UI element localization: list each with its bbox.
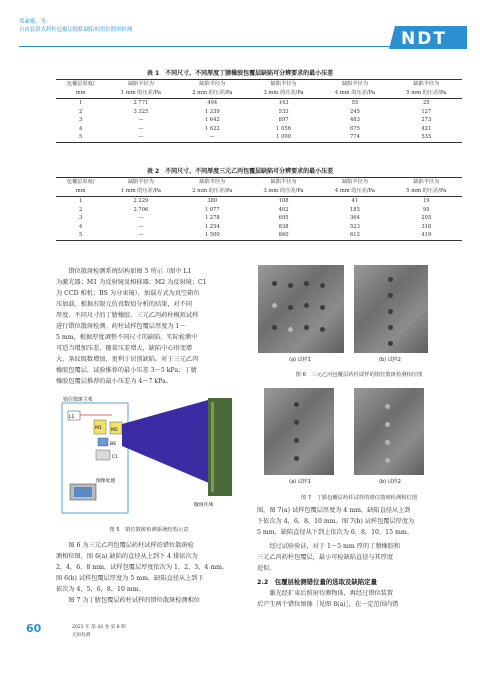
text-line: 可适当增加压差，随着压差增大，缺陷中心形变增 [56, 345, 193, 352]
table-header-bottom: mm [56, 187, 105, 197]
figure6-photo-a [258, 265, 344, 353]
logo-text: NDT [401, 29, 447, 49]
table-cell: 2 229 [133, 198, 149, 204]
text-line: 图。图 7(a) 试样包覆层厚度为 4 mm，缺陷直径从上到 [257, 507, 411, 514]
table-header-bottom: 2 mm 的压差/Pa [177, 89, 248, 99]
table-cell: 3 [78, 215, 83, 221]
table-cell: 143 [278, 100, 289, 106]
header-title: 自由装填式药柱包覆层脱粘缺陷的错位散斑检测 [19, 27, 133, 33]
table-cell: 318 [421, 223, 432, 230]
table-header-bottom: mm [56, 89, 105, 99]
table-header-top: 缺陷半径为 [248, 80, 319, 90]
text-line: 2，4，6，8 mm，试样包覆层厚度依次为 1，2，3，4 mm。 [56, 564, 229, 571]
text-line: 橡胶包覆层推荐的最小压差为 4～7 kPa。 [56, 378, 172, 385]
table-cell: 695 [278, 215, 289, 221]
figure7-caption: 图 7 丁腈包覆层药柱试样的错位散斑检测相位图 [300, 495, 418, 501]
table-row [56, 223, 462, 232]
figure7-label-a: (a) 试样1 [289, 479, 311, 485]
text-line: 大，条纹级数增加，更利于识别缺陷。对于三元乙丙 [56, 356, 199, 363]
table-row [56, 116, 462, 125]
table-cell: 1 254 [204, 223, 220, 230]
table-cell: 860 [248, 231, 319, 240]
journal-issue: 2021 年 第 43 卷 第 8 期 [72, 625, 126, 630]
l1-label: L1 [69, 415, 75, 420]
header-rule [19, 46, 391, 47]
host-label: 错位散斑主机 [63, 397, 94, 403]
table-cell: 273 [421, 117, 432, 123]
table-cell: 402 [278, 206, 289, 213]
table-cell: 364 [350, 215, 360, 221]
left-paragraph-1 [56, 266, 242, 387]
table-header-bottom: 3 mm 的压差/Pa [248, 187, 319, 197]
figure6-label-b: (b) 试样2 [379, 357, 401, 363]
table-cell: 3 325 [133, 108, 149, 115]
table-cell: 5 [56, 231, 105, 240]
text-line: 经过试验验证，对于 1～5 mm 厚的丁腈橡胶和 [257, 543, 401, 550]
table-cell: 523 [350, 223, 360, 230]
table-cell: 2 [78, 108, 83, 115]
table-cell: 483 [350, 117, 360, 123]
table-cell: 1 056 [276, 125, 292, 132]
journal-info [72, 624, 126, 640]
table-cell: 1 339 [204, 108, 220, 115]
table-cell: 1 500 [177, 231, 248, 240]
table-cell: 1 642 [204, 117, 220, 123]
right-paragraph-2 [257, 541, 467, 574]
table-cell: 838 [278, 223, 289, 230]
figure6-caption: 图 6 三元乙丙包覆层药柱试样的错位散斑检测相位图 [295, 372, 423, 378]
table-header-bottom: 3 mm 的压差/Pa [248, 89, 319, 99]
table-cell: 675 [350, 125, 360, 132]
table-cell: — [177, 133, 248, 142]
page-number: 60 [26, 622, 42, 635]
text-line: 5 mm，缺陷直径从下到上依次为 6，8，10，15 mm。 [257, 529, 413, 536]
text-line: 橡胶包覆层，试验推荐的最小压差 3～5 kPa；丁腈 [56, 367, 197, 374]
table-cell: 4 [78, 125, 83, 132]
right-paragraph-3 [257, 588, 467, 610]
text-line: 图 6 为三元乙丙包覆层药柱试样的错位散斑检 [56, 542, 194, 549]
table-cell: — [138, 125, 144, 132]
table-cell: 5 [56, 133, 105, 142]
region-label: 散斑区域 [194, 503, 214, 508]
table-row [56, 99, 462, 108]
text-line: 为 CCD 相机；BS 为分束镜），加载方式为真空箱负 [56, 290, 200, 297]
table-cell: 205 [421, 215, 432, 221]
table-cell: — [105, 231, 176, 240]
table1 [56, 79, 462, 143]
bs-label: BS [110, 442, 116, 447]
table-cell: 774 [319, 133, 390, 142]
table-cell: 421 [421, 125, 432, 132]
table-header-bottom: 5 mm 的压差/Pa [391, 89, 462, 99]
table-cell: 2 [78, 206, 83, 213]
table-cell: 2 706 [133, 206, 149, 213]
left-paragraph-2 [56, 540, 242, 606]
table-header-top: 缺陷半径为 [391, 80, 462, 90]
text-line: 图 6(b) 试样包覆层厚度为 5 mm，缺陷直径从上到下 [56, 575, 204, 582]
right-paragraph-1 [257, 505, 467, 538]
ndt-logo [389, 26, 467, 49]
table-cell: 95 [423, 206, 430, 213]
text-line: 三元乙丙药柱包覆层，最小可检缺陷直径与其厚度 [257, 554, 394, 561]
figure7-photo-a [264, 388, 334, 475]
text-line: 5 mm，根据厚度调整不同尺寸的缺陷。实际检测中 [56, 334, 198, 341]
table-cell: 494 [207, 100, 218, 106]
table-cell: 245 [350, 108, 360, 115]
table-cell: 1 [78, 100, 83, 106]
table2 [56, 177, 462, 241]
table-cell: — [138, 117, 144, 123]
table-row [56, 133, 462, 142]
table-cell: 25 [423, 100, 430, 106]
text-line: 测相位图，图 6(a) 缺陷的直径从上到下 4 排依次为 [56, 553, 198, 560]
table-cell: 535 [391, 133, 462, 142]
table-header-bottom: 4 mm 的压差/Pa [319, 89, 390, 99]
table-cell: 1 278 [204, 215, 220, 221]
table-row [56, 214, 462, 223]
table-header-bottom: 4 mm 的压差/Pa [319, 187, 390, 197]
text-line: 为激光器；M1 为反射镜及相移器；M2 为反射镜；C1 [56, 279, 207, 286]
table-cell: 380 [207, 198, 218, 204]
table-header-top: 缺陷半径为 [177, 178, 248, 188]
text-line: 依次为 4，5，6，8，10 mm。 [56, 586, 145, 593]
table-header-bottom: 1 mm 的压差/Pa [105, 89, 176, 99]
text-line: 厚度、不同尺寸的丁腈橡胶、三元乙丙药柱模拟试样 [56, 312, 199, 319]
ccd-camera [96, 450, 110, 460]
table-cell: 533 [278, 108, 289, 115]
table-header-bottom: 2 mm 的压差/Pa [177, 187, 248, 197]
table-cell: 897 [278, 117, 289, 123]
figure6-label-a: (a) 试样1 [289, 357, 311, 363]
beam-splitter [98, 438, 108, 446]
journal-name: 无损检测 [72, 633, 91, 638]
table-cell: 2 771 [133, 100, 149, 106]
image-processing-label: 图像处理 [96, 479, 116, 484]
table2-caption: 表 2 不同尺寸、不同厚度三元乙丙包覆层缺陷可分辨要求的最小压差 [146, 168, 334, 175]
table-row [56, 125, 462, 134]
table-cell: 185 [350, 206, 360, 213]
text-line: 错位散斑检测系统结构如图 5 所示（图中 L1 [56, 268, 192, 275]
table-row [56, 108, 462, 117]
table-cell: — [105, 133, 176, 142]
table-cell: 1 622 [204, 125, 220, 132]
table-header-bottom: 1 mm 的压差/Pa [105, 187, 176, 197]
table-header-top: 包覆层厚度/ [56, 80, 105, 90]
table-header-top: 缺陷半径为 [177, 80, 248, 90]
table-header-top: 缺陷半径为 [248, 178, 319, 188]
table-header-top: 缺陷半径为 [105, 178, 176, 188]
table-header-top: 缺陷半径为 [391, 178, 462, 188]
header-authors: 郑素娥，等： [19, 19, 52, 25]
running-header [19, 18, 419, 34]
c1-label: C1 [112, 455, 119, 460]
table-cell: 41 [351, 198, 359, 204]
table-header-bottom: 5 mm 的压差/Pa [391, 187, 462, 197]
table-cell: 127 [421, 108, 432, 115]
text-line: 压加载。根据有限元仿真数值分析的结果，对不同 [56, 301, 193, 308]
text-line: 后产生两个错位图像［见图 8(a)］，在一定范围内错 [257, 601, 399, 608]
text-line: 下依次为 4，6，8，10 mm。图 7(b) 试样包覆层厚度为 [257, 518, 415, 525]
table-header-top: 缺陷半径为 [319, 80, 390, 90]
table-cell: 1 [78, 198, 83, 204]
table-header-top: 包覆层厚度/ [56, 178, 105, 188]
figure6-photo-b [354, 265, 428, 353]
section-heading: 2.2 包覆层检测错位量的选取及缺陷定量 [257, 578, 377, 586]
m1-label: M1 [95, 426, 102, 431]
text-line: 图 7 为丁腈包覆层药柱试样的错位散斑检测相位 [56, 597, 200, 604]
table-cell: 1 077 [204, 206, 220, 213]
table-cell: 3 [78, 117, 83, 123]
table-cell: 1 090 [248, 133, 319, 142]
m2-label: M2 [111, 428, 118, 433]
text-line: 进行错位散斑检测。药柱试样包覆层厚度为 1～ [56, 323, 186, 330]
text-line: 激光经扩束后照射待测物体，再经过错位装置 [257, 590, 394, 597]
table-cell: — [138, 215, 144, 221]
figure7-label-b: (b) 试样2 [379, 479, 401, 485]
table-cell: 612 [319, 231, 390, 240]
text-line: 近似。 [257, 565, 276, 572]
figure7-photo-b [354, 388, 424, 475]
table-cell: 108 [278, 198, 289, 204]
table1-caption: 表 1 不同尺寸、不同厚度丁腈橡胶包覆层缺陷可分辨要求的最小压差 [146, 70, 334, 77]
table-row [56, 197, 462, 206]
figure5-caption: 图 5 错位散斑检测系统结构示意 [109, 527, 189, 533]
table-cell: 19 [423, 198, 430, 204]
table-cell: 4 [78, 223, 83, 230]
table-row [56, 206, 462, 215]
figure5-diagram [60, 394, 245, 522]
table-header-top: 缺陷半径为 [319, 178, 390, 188]
table-cell: — [138, 223, 144, 230]
table-header-top: 缺陷半径为 [105, 80, 176, 90]
table-cell: 55 [351, 100, 359, 106]
table-cell: 419 [391, 231, 462, 240]
table-row [56, 231, 462, 240]
